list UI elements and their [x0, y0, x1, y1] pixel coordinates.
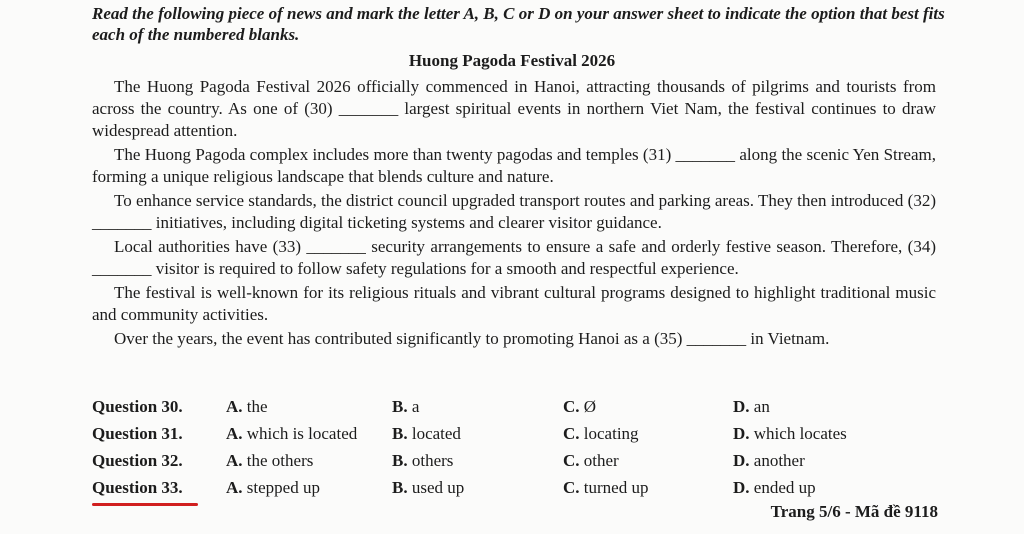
option-letter: A.	[226, 424, 243, 443]
option-d	[733, 423, 952, 450]
option-text: turned up	[583, 478, 649, 497]
option-letter: A.	[226, 397, 243, 416]
option-b	[392, 396, 563, 423]
option-text: Ø	[583, 397, 597, 416]
option-text: which locates	[753, 424, 847, 443]
option-a	[226, 423, 392, 450]
option-d	[733, 396, 952, 423]
paragraph-3: To enhance service standards, the district council upgraded transport routes and parking areas. They then introduced (32) _______ initiatives, including digital ticketing systems and clearer visitor guidance.	[92, 191, 936, 232]
question-row-33	[92, 477, 952, 504]
option-c	[563, 396, 733, 423]
option-d	[733, 477, 952, 504]
question-label: Question 30.	[92, 397, 183, 416]
option-letter: D.	[733, 397, 750, 416]
option-letter: D.	[733, 478, 750, 497]
option-a	[226, 450, 392, 477]
paragraph-1: The Huong Pagoda Festival 2026 officially commenced in Hanoi, attracting thousands of pilgrims and tourists from across the country. As one of (30) _______ largest spiritual events in northern Viet Nam, the festival continues to draw widespread attention.	[92, 77, 936, 140]
option-b	[392, 423, 563, 450]
option-text: another	[753, 451, 805, 470]
page-footer: Trang 5/6 - Mã đề 9118	[770, 502, 938, 521]
question-row-30	[92, 396, 952, 423]
option-letter: D.	[733, 451, 750, 470]
option-letter: C.	[563, 451, 580, 470]
option-text: other	[583, 451, 619, 470]
paragraph-2: The Huong Pagoda complex includes more than twenty pagodas and temples (31) _______ along the scenic Yen Stream, forming a unique religious landscape that blends culture and nature.	[92, 145, 936, 186]
option-letter: C.	[563, 478, 580, 497]
question-label: Question 31.	[92, 424, 183, 443]
option-text: the	[246, 397, 268, 416]
option-a	[226, 477, 392, 504]
option-c	[563, 477, 733, 504]
option-letter: C.	[563, 397, 580, 416]
option-text: located	[411, 424, 461, 443]
option-b	[392, 450, 563, 477]
red-underline-highlight	[92, 503, 198, 506]
option-text: ended up	[753, 478, 816, 497]
option-letter: B.	[392, 424, 408, 443]
option-text: stepped up	[246, 478, 320, 497]
option-text: used up	[411, 478, 465, 497]
option-c	[563, 423, 733, 450]
option-letter: C.	[563, 424, 580, 443]
paragraph-5: The festival is well-known for its religious rituals and vibrant cultural programs designed to highlight traditional music and community activities.	[92, 283, 936, 324]
question-label: Question 32.	[92, 451, 183, 470]
option-d	[733, 450, 952, 477]
article-body	[92, 76, 936, 352]
option-letter: A.	[226, 451, 243, 470]
option-b	[392, 477, 563, 504]
option-a	[226, 396, 392, 423]
question-row-32	[92, 450, 952, 477]
option-text: locating	[583, 424, 639, 443]
instruction-text: Read the following piece of news and mark the letter A, B, C or D on your answer sheet to indicate the option that best fits each of the numbered blanks.	[92, 4, 945, 44]
article-title: Huong Pagoda Festival 2026	[408, 51, 616, 70]
option-text: which is located	[246, 424, 358, 443]
option-letter: B.	[392, 478, 408, 497]
option-letter: B.	[392, 451, 408, 470]
option-text: an	[753, 397, 770, 416]
option-text: others	[411, 451, 454, 470]
option-letter: B.	[392, 397, 408, 416]
paragraph-6: Over the years, the event has contributed significantly to promoting Hanoi as a (35) _______ in Vietnam.	[114, 329, 830, 348]
option-text: a	[411, 397, 420, 416]
option-text: the others	[246, 451, 314, 470]
question-label: Question 33.	[92, 478, 183, 497]
option-letter: A.	[226, 478, 243, 497]
paragraph-4: Local authorities have (33) _______ security arrangements to ensure a safe and orderly festive season. Therefore, (34) _______ visitor is required to follow safety regulations for a smooth and respectful experience.	[92, 237, 936, 278]
questions-table	[92, 396, 952, 504]
option-c	[563, 450, 733, 477]
question-row-31	[92, 423, 952, 450]
option-letter: D.	[733, 424, 750, 443]
